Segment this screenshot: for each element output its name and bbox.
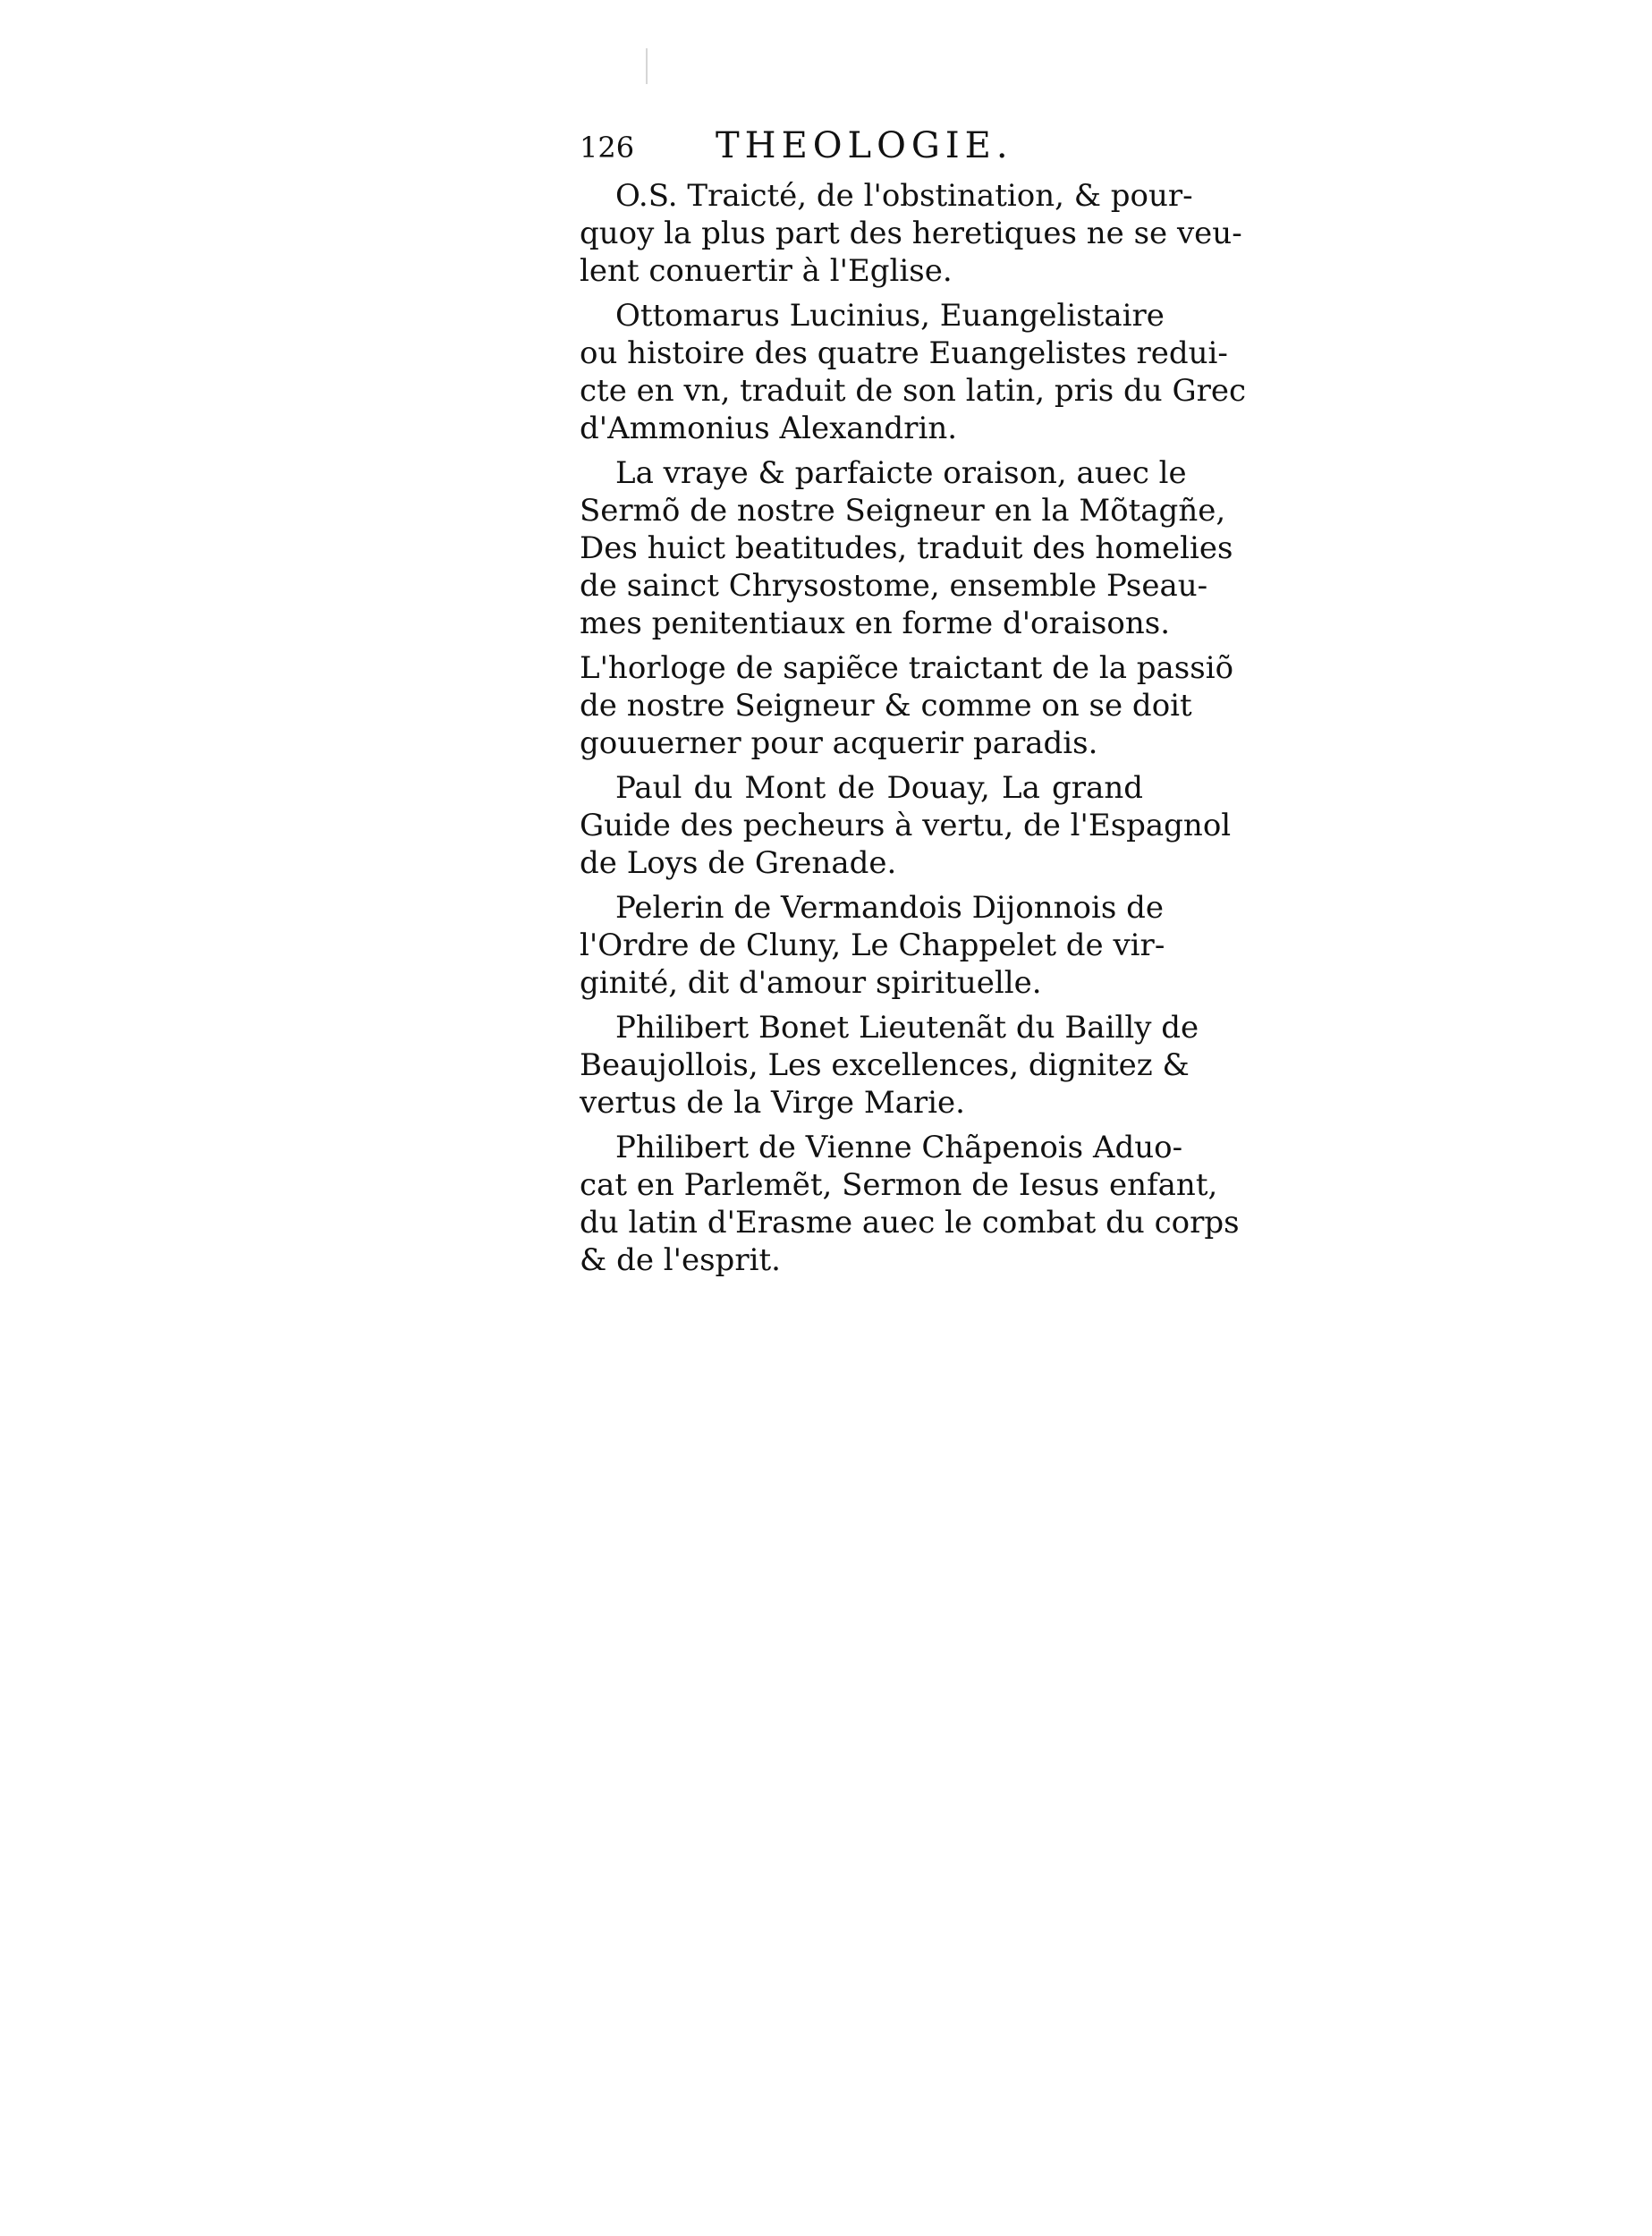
- entry-line: de sainct Chrysostome, ensemble Pseau-: [580, 568, 1208, 604]
- entry-line: & de l'esprit.: [580, 1242, 781, 1278]
- entry-line: Sermõ de nostre Seigneur en la Mõtagñe,: [580, 493, 1226, 529]
- bibliography-entry: [580, 454, 1233, 642]
- entry-line: lent conuertir à l'Eglise.: [580, 253, 953, 289]
- entry-line: cat en Parlemẽt, Sermon de Iesus enfant,: [580, 1167, 1218, 1203]
- entry-line: Philibert de Vienne Chãpenois Aduo-: [615, 1130, 1183, 1165]
- entry-line: L'horloge de sapiẽce traictant de la passiõ: [580, 650, 1234, 686]
- bibliography-entry: [580, 1129, 1240, 1279]
- scan-mark: [646, 48, 648, 84]
- entry-line: Ottomarus Lucinius, Euangelistaire: [615, 298, 1165, 334]
- bibliography-entry: [580, 649, 1234, 762]
- entry-line: ou histoire des quatre Euangelistes redui-: [580, 335, 1228, 371]
- page-number: 126: [580, 131, 635, 165]
- entry-line: Pelerin de Vermandois Dijonnois de: [615, 890, 1164, 926]
- entry-line: La vraye & parfaicte oraison, auec le: [615, 455, 1187, 491]
- section-title: THEOLOGIE.: [716, 125, 1013, 166]
- entry-line: gouuerner pour acquerir paradis.: [580, 725, 1098, 761]
- entry-line: d'Ammonius Alexandrin.: [580, 411, 958, 446]
- entry-line: Philibert Bonet Lieutenãt du Bailly de: [615, 1010, 1199, 1046]
- entry-line: Des huict beatitudes, traduit des homelies: [580, 530, 1233, 566]
- bibliography-entry: [580, 889, 1165, 1002]
- entry-line: vertus de la Virge Marie.: [580, 1085, 965, 1121]
- bibliography-entry: [580, 177, 1242, 290]
- entry-line: O.S. Traicté, de l'obstination, & pour-: [615, 178, 1193, 214]
- entry-line: de nostre Seigneur & comme on se doit: [580, 688, 1192, 724]
- bibliography-entry: [580, 1009, 1199, 1122]
- entry-line: Guide des pecheurs à vertu, de l'Espagnol: [580, 808, 1232, 843]
- bibliography-entry: [580, 769, 1232, 882]
- entry-line: quoy la plus part des heretiques ne se veu-: [580, 216, 1242, 251]
- entry-line: ginité, dit d'amour spirituelle.: [580, 965, 1042, 1001]
- entry-line: du latin d'Erasme auec le combat du corps: [580, 1205, 1240, 1241]
- bibliography-entry: [580, 297, 1247, 447]
- text-block: [580, 125, 1247, 1286]
- entry-line: Paul du Mont de Douay, La grand: [615, 770, 1143, 806]
- entry-line: cte en vn, traduit de son latin, pris du Grec: [580, 373, 1247, 409]
- entry-line: Beaujollois, Les excellences, dignitez &: [580, 1047, 1190, 1083]
- entry-line: mes penitentiaux en forme d'oraisons.: [580, 606, 1170, 641]
- entry-line: de Loys de Grenade.: [580, 845, 897, 881]
- running-head: [580, 125, 1143, 177]
- entry-line: l'Ordre de Cluny, Le Chappelet de vir-: [580, 927, 1165, 963]
